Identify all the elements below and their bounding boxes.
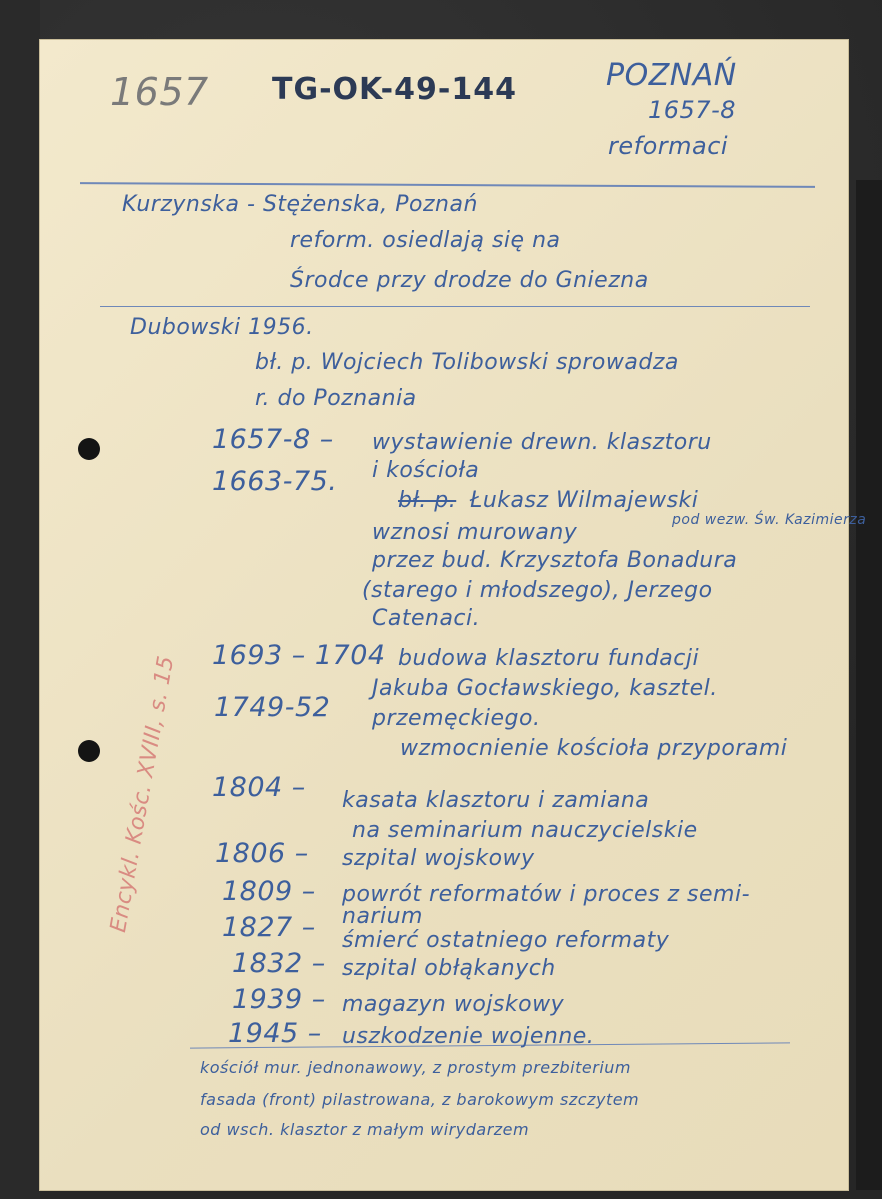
- desk-right: [856, 180, 882, 1190]
- struck-word: bł. p.: [398, 488, 457, 513]
- timeline-text: Jakuba Gocławskiego, kasztel.: [372, 676, 718, 701]
- timeline-text: Catenaci.: [372, 606, 481, 631]
- year-pencil: 1657: [110, 70, 209, 114]
- timeline-year: 1749-52: [214, 692, 331, 723]
- header-dates: 1657-8: [648, 96, 737, 124]
- timeline-text: budowa klasztoru fundacji: [398, 646, 700, 671]
- timeline-text: śmierć ostatniego reformaty: [342, 928, 670, 953]
- timeline-year: 1806 –: [215, 838, 309, 869]
- timeline-year: 1804 –: [212, 772, 306, 803]
- timeline-text: przez bud. Krzysztofa Bonadura: [372, 548, 738, 573]
- timeline-text: na seminarium nauczycielskie: [352, 818, 698, 843]
- header-rule: [80, 182, 815, 188]
- timeline-year: 1827 –: [222, 912, 316, 943]
- timeline-text: Łukasz Wilmajewski: [470, 488, 699, 513]
- intro-line-3: Środce przy drodze do Gniezna: [290, 268, 649, 293]
- catalog-signature: TG-OK-49-144: [272, 72, 517, 107]
- city-name: POZNAŃ: [606, 58, 737, 93]
- timeline-text: uszkodzenie wojenne.: [342, 1024, 595, 1049]
- header-order: reformaci: [608, 132, 729, 160]
- timeline-text: szpital wojskowy: [342, 846, 535, 871]
- timeline-text: (starego i młodszego), Jerzego: [362, 578, 713, 603]
- timeline-text: wzmocnienie kościoła przyporami: [400, 736, 788, 761]
- timeline-text: wystawienie drewn. klasztoru: [372, 430, 712, 455]
- footer-line-2: fasada (front) pilastrowana, z barokowym szczytem: [200, 1090, 640, 1109]
- timeline-year: 1945 –: [228, 1018, 322, 1049]
- timeline-year: 1809 –: [222, 876, 316, 907]
- timeline-text: przemęckiego.: [372, 706, 541, 731]
- intro-line-1: Kurzynska - Stężenska, Poznań: [122, 192, 478, 217]
- punch-hole-lower: [78, 740, 100, 762]
- intro-line-2: reform. osiedlają się na: [290, 228, 561, 253]
- timeline-text: wznosi murowany: [372, 520, 578, 545]
- desk-left: [0, 0, 40, 1199]
- intro-rule: [100, 306, 810, 307]
- source-line-3: r. do Poznania: [255, 386, 417, 411]
- timeline-year: 1693 – 1704: [212, 640, 386, 671]
- timeline-text: szpital obłąkanych: [342, 956, 556, 981]
- timeline-text: kasata klasztoru i zamiana: [342, 788, 650, 813]
- margin-note-red: Encykl. Kośc. XVIII, s. 15: [106, 653, 180, 935]
- timeline-year: 1939 –: [232, 984, 326, 1015]
- timeline-text: narium: [342, 904, 423, 929]
- timeline-text: i kościoła: [372, 458, 480, 483]
- footer-line-3: od wsch. klasztor z małym wirydarzem: [200, 1120, 530, 1139]
- timeline-year: 1663-75.: [212, 466, 338, 497]
- timeline-year: 1832 –: [232, 948, 326, 979]
- footer-line-1: kościół mur. jednonawowy, z prostym prezbiterium: [200, 1058, 631, 1077]
- interlinear-note: pod wezw. Św. Kazimierza: [672, 512, 867, 528]
- timeline-text: powrót reformatów i proces z semi-: [342, 882, 751, 907]
- punch-hole-upper: [78, 438, 100, 460]
- timeline-text: magazyn wojskowy: [342, 992, 565, 1017]
- timeline-year: 1657-8 –: [212, 424, 334, 455]
- source-line-1: Dubowski 1956.: [130, 315, 314, 340]
- source-line-2: bł. p. Wojciech Tolibowski sprowadza: [255, 350, 679, 375]
